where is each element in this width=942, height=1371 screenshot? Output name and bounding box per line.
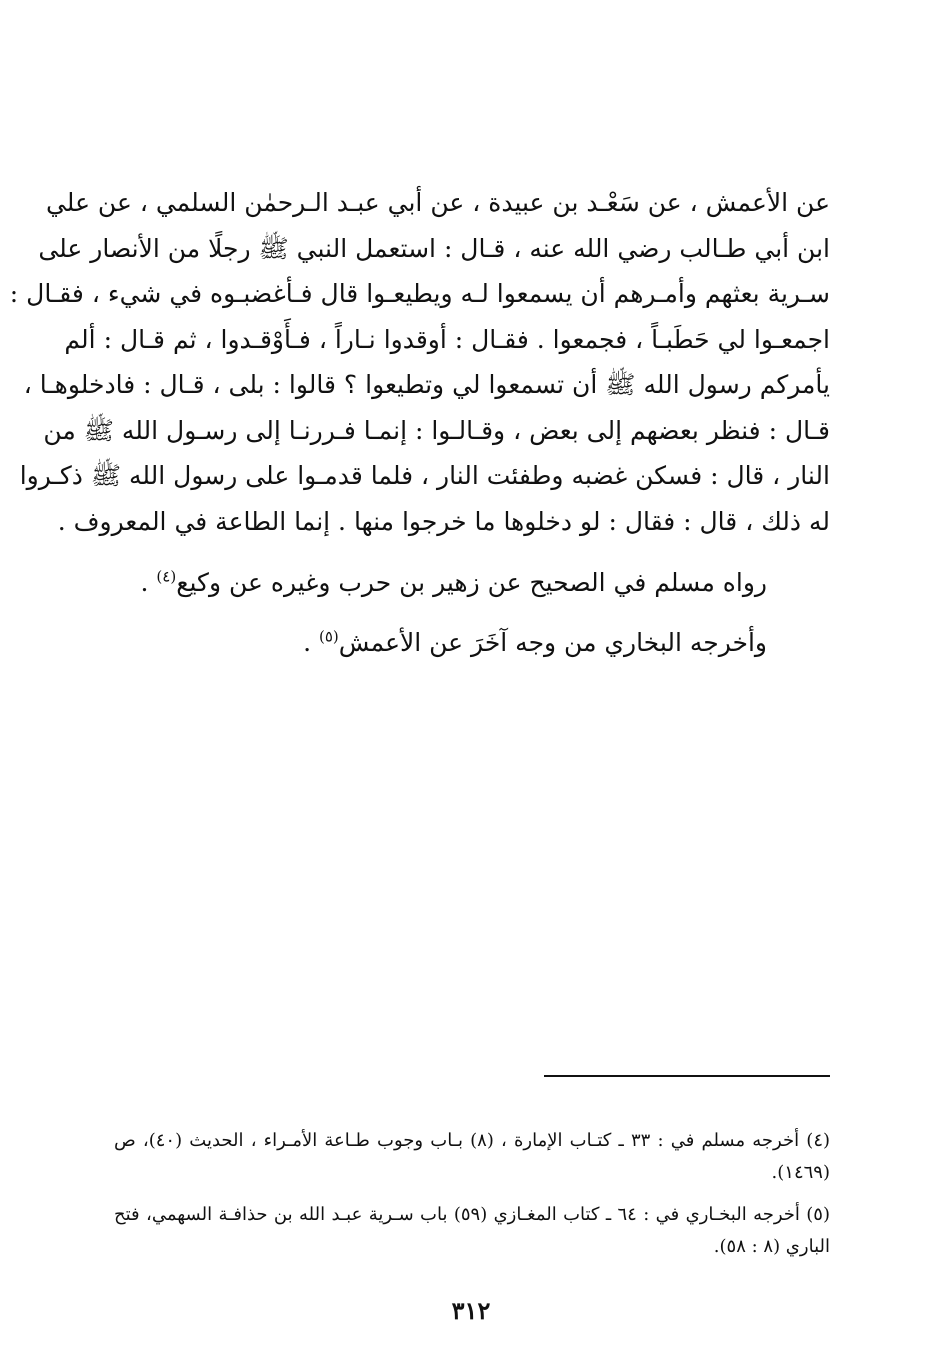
body-line-5: يأمركم رسول الله ﷺ أن تسمعوا لي وتطيعوا ؟ قالوا : بلى ، قـال : فادخلوهـا ، (23, 370, 830, 399)
bukhari-narration-text: وأخرجه البخاري من وجه آخَرَ عن الأعمش (338, 628, 767, 657)
body-line-6: قـال : فنظر بعضهم إلى بعض ، وقـالـوا : إنمـا فـررنـا إلى رسـول الله ﷺ من (43, 415, 830, 445)
bukhari-narration-paragraph (127, 625, 767, 661)
footnote-5: (٥) أخرجه البخـاري في : ٦٤ ـ كتاب المغـازي (٥٩) باب سـرية عبـد الله بن حذافـة السهمي، فتح الباري (٨ : ٥٨). (114, 1204, 830, 1257)
body-line-2: ابن أبي طـالب رضي الله عنه ، قـال : استعمل النبي ﷺ رجلًا من الأنصار على (38, 233, 830, 263)
footnotes-section (114, 1125, 830, 1273)
muslim-narration-text: رواه مسلم في الصحيح عن زهير بن حرب وغيره عن وكيع (176, 568, 767, 597)
body-line-1: عن الأعمش ، عن سَعْـد بن عبيدة ، عن أبي عبـد الـرحمٰن السلمي ، عن علي (45, 188, 830, 217)
bukhari-narration-end: . (303, 628, 319, 657)
body-line-8: له ذلك ، قال : فقال : لو دخلوها ما خرجوا منها . إنما الطاعة في المعروف . (57, 506, 830, 536)
page-number: ٣١٢ (451, 1296, 491, 1325)
footnote-ref-4[interactable]: (٤) (156, 567, 177, 586)
muslim-narration-end: . (140, 568, 157, 597)
body-line-7: النار ، قال : فسكن غضبه وطفئت النار ، فلما قدمـوا على رسول الله ﷺ ذكـروا (19, 461, 830, 490)
footnote-divider (544, 1075, 830, 1077)
footnote-4: (٤) أخرجه مسلم في : ٣٣ ـ كتـاب الإمارة ، (٨) بـاب وجوب طـاعة الأمـراء ، الحديث (٤٠)، ص (١٤٦٩). (114, 1130, 831, 1183)
body-line-3: سـرية بعثهم وأمـرهم أن يسمعوا لـه ويطيعـوا قال فـأغضبـوه في شيء ، فقـال : (9, 279, 830, 308)
muslim-narration-paragraph (127, 565, 767, 601)
main-paragraph (9, 180, 830, 544)
footnote-ref-5[interactable]: (٥) (318, 627, 339, 646)
body-line-4: اجمعـوا لي حَطَبـاً ، فجمعوا . فقـال : أوقدوا نـاراً ، فـأَوْقـدوا ، ثم قـال : ألم (64, 324, 830, 354)
